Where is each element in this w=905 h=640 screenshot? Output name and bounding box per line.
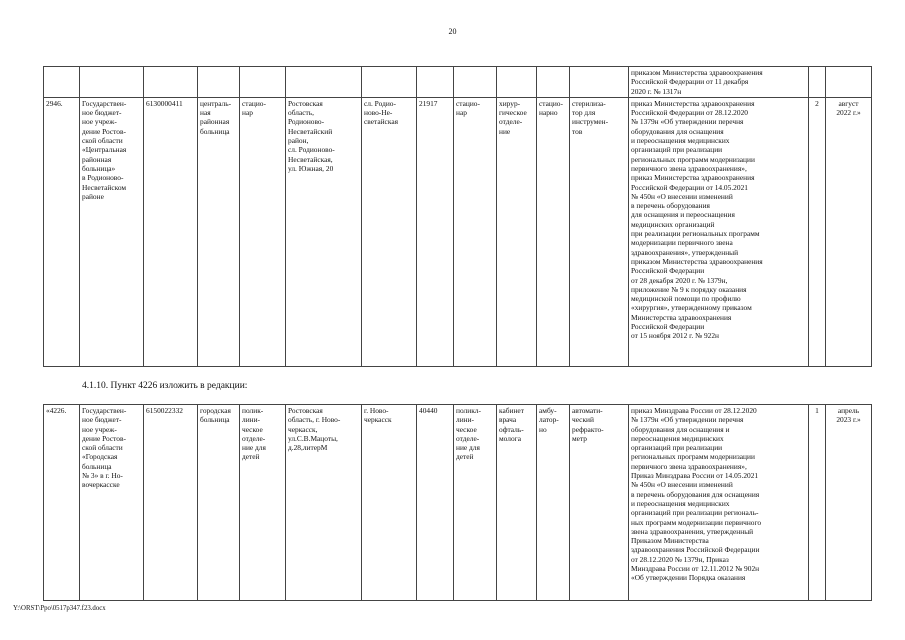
conditions-cell: амбу- латор- но xyxy=(537,405,570,601)
quantity-cell: 2 xyxy=(809,97,826,366)
quantity-cell: 1 xyxy=(809,405,826,601)
unit-type-cell: стацио- нар xyxy=(454,97,497,366)
table-row xyxy=(44,405,872,601)
address-cell: Ростовская область, г. Ново- черкасск, ул.С.В.Мацоты, д.28,литерМ xyxy=(286,405,362,601)
organization-name-cell: Государствен- ное бюджет- ное учреж- дение Ростов- ской области «Центральная районная больница» в Родионово- Несветайском районе xyxy=(80,97,144,366)
legal-basis-cell: приказом Министерства здравоохранения Российской Федерации от 11 декабря 2020 г. № 1317н xyxy=(629,67,809,98)
org-type-cell: городская больница xyxy=(198,405,240,601)
locality-cell: сл. Родио- ново-Не- светайская xyxy=(362,97,417,366)
row-number-cell: 2946. xyxy=(44,97,80,366)
equipment-cell: автомати- ческий рефракто- метр xyxy=(570,405,629,601)
row-number-cell: «4226. xyxy=(44,405,80,601)
file-path-footer: Y:\ORST\Ppo\0517p347.f23.docx xyxy=(13,605,106,612)
equipment-table-part2 xyxy=(43,404,872,601)
table-row-continuation xyxy=(44,67,872,98)
organization-name-cell: Государствен- ное бюджет- ное учреж- дение Ростов- ской области «Городская больница № 3» в г. Но- вочеркасске xyxy=(80,405,144,601)
org-code-cell: 6150022332 xyxy=(144,405,198,601)
amendment-heading: 4.1.10. Пункт 4226 изложить в редакции: xyxy=(82,381,248,391)
address-cell: Ростовская область, Родионово- Несветайский район, сл. Родионово- Несветайская, ул. Южная, 20 xyxy=(286,97,362,366)
period-cell: август 2022 г.» xyxy=(826,97,872,366)
table-row xyxy=(44,97,872,366)
conditions-cell: стацио- нарно xyxy=(537,97,570,366)
locality-code-cell: 40440 xyxy=(417,405,454,601)
care-form-cell: полик- лини- ческое отделе- ние для детей xyxy=(240,405,286,601)
equipment-table-part1 xyxy=(43,66,872,367)
care-form-cell: стацио- нар xyxy=(240,97,286,366)
page-number: 20 xyxy=(448,27,457,36)
org-type-cell: централь- ная районная больница xyxy=(198,97,240,366)
locality-cell: г. Ново- черкасск xyxy=(362,405,417,601)
legal-basis-cell: приказ Минздрава России от 28.12.2020 № 1379н «Об утверждении перечня оборудования для оснащения и переоснащения медицинских организаций при реализации региональных программ модернизации первичного звена здравоохранения», Приказ Минздрава России от 14.05.2021 № 450н «О внесении изменений в перечень оборудования для оснащения и переоснащения медицинских организаций при реализации региональ- ных программ модернизации первичного звена здравоохранения, утвержденный Приказом Министерства здравоохранения Российской Федерации от 28.12.2020 № 1379н, Приказ Минздрава России от 12.11.2012 № 902н «Об утверждении Порядка оказания xyxy=(629,405,809,601)
department-cell: кабинет врача офталь- молога xyxy=(497,405,537,601)
unit-type-cell: поликл- лини- ческое отделе- ние для детей xyxy=(454,405,497,601)
legal-basis-cell: приказ Министерства здравоохранения Российской Федерации от 28.12.2020 № 1379н «Об утверждении перечня оборудования для оснащения и переоснащения медицинских организаций при реализации региональных программ модернизации первичного звена здравоохранения», приказ Министерства здравоохранения Российской Федерации от 14.05.2021 № 450н «О внесении изменений в перечень оборудования для оснащения и переоснащения медицинских организаций при реализации региональных программ модернизации первичного звена здравоохранения», утвержденный приказом Министерства здравоохранения Российской Федерации от 28 декабря 2020 г. № 1379н, приложение № 9 к порядку оказания медицинской помощи по профилю «хирургия», утвержденному приказом Министерства здравоохранения Российской Федерации от 15 ноября 2012 г. № 922н xyxy=(629,97,809,366)
period-cell: апрель 2023 г.» xyxy=(826,405,872,601)
equipment-cell: стерилиза- тор для инструмен- тов xyxy=(570,97,629,366)
department-cell: хирур- гическое отделе- ние xyxy=(497,97,537,366)
org-code-cell: 6130000411 xyxy=(144,97,198,366)
locality-code-cell: 21917 xyxy=(417,97,454,366)
